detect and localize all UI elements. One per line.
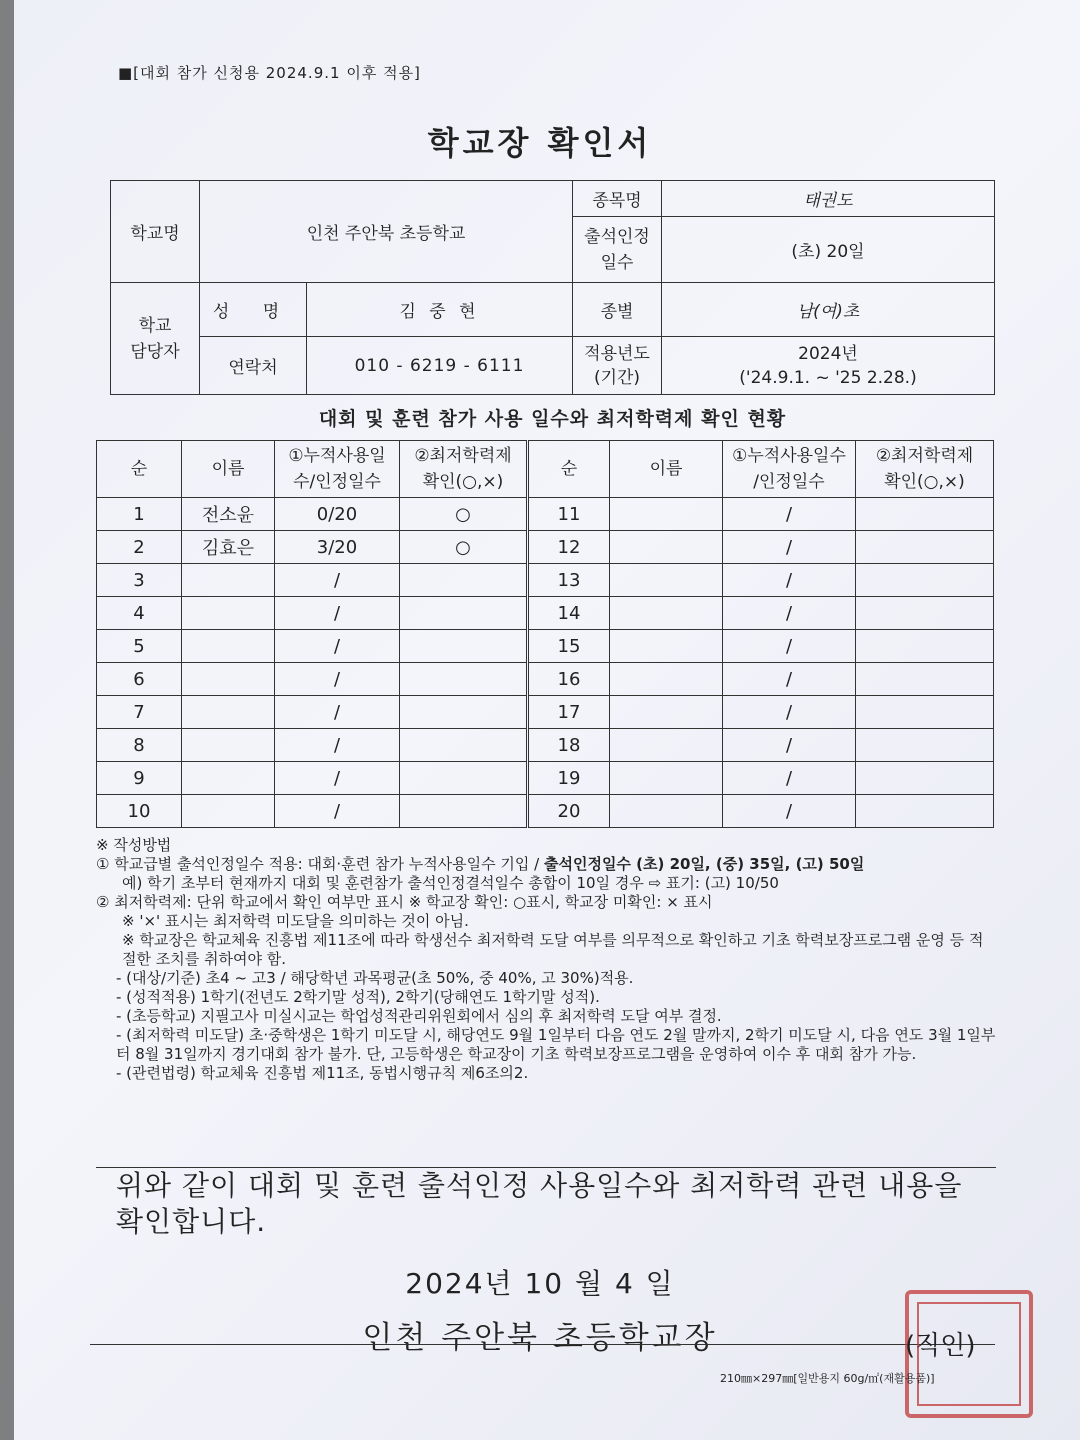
header-check-right: ②최저학력제 확인(○,×)	[856, 441, 994, 498]
guide-bullet1: - (대상/기준) 초4 ~ 고3 / 해당학년 과목평균(초 50%, 중 40%, 고 30%)적용.	[116, 969, 634, 987]
row-name-right	[610, 762, 723, 795]
row-days: /	[275, 630, 400, 663]
row-days-right: /	[723, 630, 856, 663]
document-title: 학교장 확인서	[427, 124, 653, 162]
row-check-right	[856, 795, 994, 828]
row-check	[400, 630, 528, 663]
row-no: 3	[97, 564, 182, 597]
row-check-right	[856, 597, 994, 630]
school-label: 학교명	[111, 181, 200, 283]
row-check: ○	[400, 498, 528, 531]
row-no-right: 12	[528, 531, 610, 564]
table-row	[97, 762, 994, 795]
row-check	[400, 597, 528, 630]
row-days-right: /	[723, 795, 856, 828]
guide-item1-text: ① 학교급별 출석인정일수 적용: 대회·훈련 참가 누적사용일수 기입 /	[96, 855, 544, 873]
roster-table	[96, 440, 994, 828]
row-no: 5	[97, 630, 182, 663]
row-name	[182, 630, 275, 663]
row-name-right	[610, 663, 723, 696]
row-check	[400, 795, 528, 828]
year-label: 적용년도 (기간)	[573, 337, 662, 395]
table-row	[97, 696, 994, 729]
row-days: /	[275, 795, 400, 828]
row-days: 0/20	[275, 498, 400, 531]
row-days-right: /	[723, 762, 856, 795]
row-no-right: 14	[528, 597, 610, 630]
row-no: 6	[97, 663, 182, 696]
row-check	[400, 663, 528, 696]
section-title: 대회 및 훈련 참가 사용 일수와 최저학력제 확인 현황	[318, 408, 787, 430]
paper-spec: 210㎜×297㎜[일반용지 60g/㎡(재활용품)]	[720, 1372, 935, 1385]
row-days: /	[275, 663, 400, 696]
guide-bullet4: - (최저학력 미도달) 초·중학생은 1학기 미도달 시, 해당연도 9월 1일부터 다음 연도 2월 말까지, 2학기 미도달 시, 다음 연도 3월 1일부터 8월 31일까지 경기대회 참가 불가. 단, 고등학생은 학교장이 기초 학력보장프로그램을 운영하여 이수 후 대회 참가 가능.	[116, 1026, 996, 1063]
row-no-right: 17	[528, 696, 610, 729]
row-name-right	[610, 696, 723, 729]
guide-bullet5: - (관련법령) 학교체육 진흥법 제11조, 동법시행규칙 제6조의2.	[116, 1064, 529, 1082]
table-row	[97, 531, 994, 564]
row-name	[182, 795, 275, 828]
row-check	[400, 564, 528, 597]
guide-item1-bold: 출석인정일수 (초) 20일, (중) 35일, (고) 50일	[543, 855, 865, 873]
row-name-right	[610, 729, 723, 762]
attendance-days: (초) 20일	[662, 217, 995, 283]
principal-signature: 인천 주안북 초등학교장	[362, 1320, 718, 1356]
row-days: /	[275, 564, 400, 597]
row-days: /	[275, 696, 400, 729]
attendance-label: 출석인정 일수	[573, 217, 662, 283]
year-value: 2024년	[798, 343, 858, 364]
divider-bottom	[90, 1344, 995, 1345]
table-row	[97, 795, 994, 828]
header-note: ■[대회 참가 신청용 2024.9.1 이후 적용]	[118, 64, 421, 82]
row-name-right	[610, 795, 723, 828]
row-check-right	[856, 696, 994, 729]
table-row	[97, 564, 994, 597]
row-no-right: 11	[528, 498, 610, 531]
row-name	[182, 762, 275, 795]
manager-label: 학교 담당자	[111, 283, 200, 395]
guide-item1-example: 예) 학기 초부터 현재까지 대회 및 훈련참가 출석인정결석일수 총합이 10일 경우 ⇨ 표기: (고) 10/50	[122, 874, 779, 892]
gender-label: 종별	[573, 283, 662, 337]
row-check-right	[856, 663, 994, 696]
row-days-right: /	[723, 531, 856, 564]
writing-guide	[96, 836, 996, 1083]
roster-body	[97, 498, 994, 828]
row-no: 9	[97, 762, 182, 795]
year-cell	[662, 337, 995, 395]
guide-item2: ② 최저학력제: 단위 학교에서 확인 여부만 표시 ※ 학교장 확인: ○표시, 학교장 미확인: × 표시	[96, 893, 713, 911]
row-name	[182, 597, 275, 630]
row-days: /	[275, 729, 400, 762]
row-no-right: 19	[528, 762, 610, 795]
manager-name: 김 중 현	[307, 283, 573, 337]
row-no: 7	[97, 696, 182, 729]
row-name-right	[610, 597, 723, 630]
table-row	[97, 597, 994, 630]
row-check-right	[856, 498, 994, 531]
row-days-right: /	[723, 597, 856, 630]
table-row	[97, 729, 994, 762]
guide-item1	[96, 855, 996, 874]
row-no: 10	[97, 795, 182, 828]
row-name: 김효은	[182, 531, 275, 564]
row-days-right: /	[723, 564, 856, 597]
roster-header-row	[97, 441, 994, 498]
header-days-right: ①누적사용일수 /인정일수	[723, 441, 856, 498]
table-row	[97, 498, 994, 531]
table-row	[97, 663, 994, 696]
row-no: 2	[97, 531, 182, 564]
row-no-right: 15	[528, 630, 610, 663]
confirmation-text: 위와 같이 대회 및 훈련 출석인정 사용일수와 최저학력 관련 내용을 확인합니다.	[116, 1169, 963, 1238]
row-days-right: /	[723, 663, 856, 696]
row-no-right: 13	[528, 564, 610, 597]
row-check	[400, 762, 528, 795]
row-days-right: /	[723, 696, 856, 729]
seal-label: (직인)	[905, 1331, 976, 1361]
gender-value: 남(여)초	[662, 283, 995, 337]
row-days-right: /	[723, 498, 856, 531]
header-days: ①누적사용일 수/인정일수	[275, 441, 400, 498]
row-check-right	[856, 630, 994, 663]
guide-note2: ※ 학교장은 학교체육 진흥법 제11조에 따라 학생선수 최저학력 도달 여부를 의무적으로 확인하고 기초 학력보장프로그램 운영 등 적절한 조치를 취하여야 함.	[122, 931, 984, 968]
row-no-right: 16	[528, 663, 610, 696]
contact-label: 연락처	[200, 337, 307, 395]
row-days: /	[275, 762, 400, 795]
row-check	[400, 729, 528, 762]
row-check-right	[856, 531, 994, 564]
guide-bullet3: - (초등학교) 지필고사 미실시교는 학업성적관리위원회에서 심의 후 최저학력 도달 여부 결정.	[116, 1007, 722, 1025]
row-no: 1	[97, 498, 182, 531]
header-name: 이름	[182, 441, 275, 498]
header-no: 순	[97, 441, 182, 498]
row-name	[182, 663, 275, 696]
name-label: 성 명	[200, 283, 307, 337]
row-name: 전소윤	[182, 498, 275, 531]
row-days: /	[275, 597, 400, 630]
row-days: 3/20	[275, 531, 400, 564]
guide-bullet2: - (성적적용) 1학기(전년도 2학기말 성적), 2학기(당해연도 1학기말 성적).	[116, 988, 600, 1006]
header-no-right: 순	[528, 441, 610, 498]
header-name-right: 이름	[610, 441, 723, 498]
row-name-right	[610, 498, 723, 531]
row-name-right	[610, 630, 723, 663]
row-no-right: 20	[528, 795, 610, 828]
row-check-right	[856, 564, 994, 597]
row-check	[400, 696, 528, 729]
table-row	[97, 630, 994, 663]
guide-note1: ※ '×' 표시는 최저학력 미도달을 의미하는 것이 아님.	[122, 912, 469, 930]
row-no: 4	[97, 597, 182, 630]
row-name	[182, 564, 275, 597]
period-value: ('24.9.1. ~ '25 2.28.)	[739, 367, 917, 388]
issue-date: 2024년 10 월 4 일	[405, 1267, 675, 1300]
row-check-right	[856, 762, 994, 795]
school-info-table	[110, 180, 995, 395]
sport-value: 태권도	[662, 181, 995, 217]
row-check-right	[856, 729, 994, 762]
row-name-right	[610, 531, 723, 564]
contact-value: 010 - 6219 - 6111	[307, 337, 573, 395]
row-no-right: 18	[528, 729, 610, 762]
row-check: ○	[400, 531, 528, 564]
sport-label: 종목명	[573, 181, 662, 217]
row-days-right: /	[723, 729, 856, 762]
row-name	[182, 729, 275, 762]
row-name	[182, 696, 275, 729]
row-no: 8	[97, 729, 182, 762]
row-name-right	[610, 564, 723, 597]
guide-heading: ※ 작성방법	[96, 836, 172, 854]
school-name: 인천 주안북 초등학교	[200, 181, 573, 283]
header-check: ②최저학력제 확인(○,×)	[400, 441, 528, 498]
